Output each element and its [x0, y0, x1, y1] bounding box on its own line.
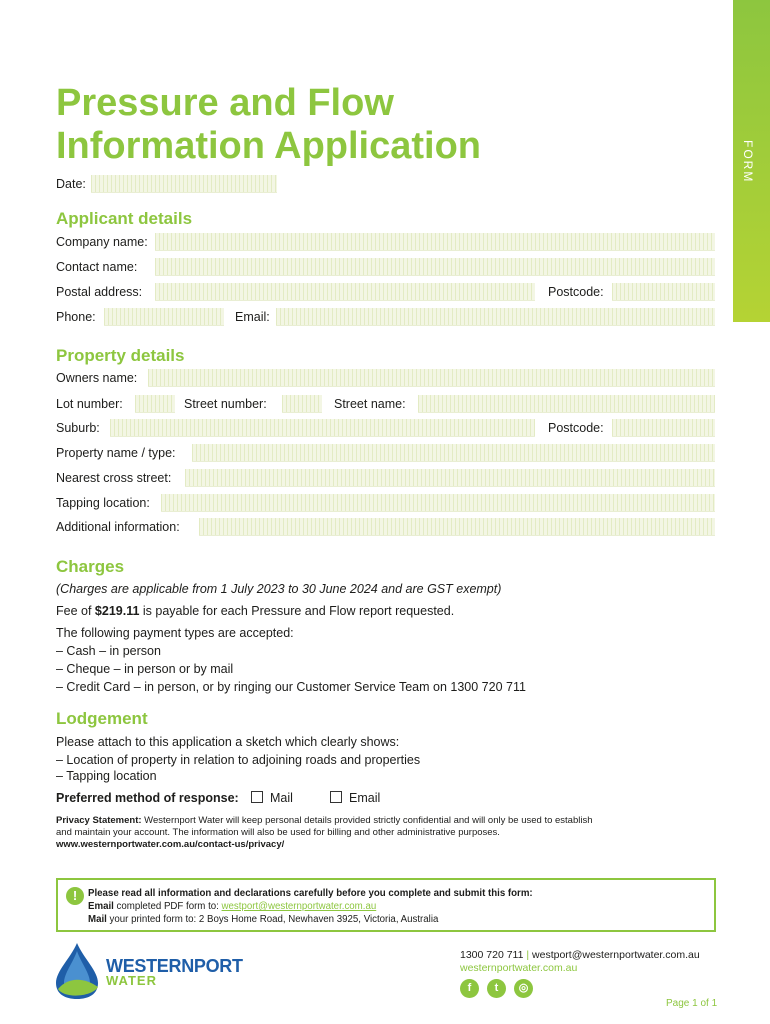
- street-name-label: Street name:: [334, 397, 406, 411]
- privacy-statement: Privacy Statement: Westernport Water will keep personal details provided strictly confidential and will only be used to establish and maintain your account. The information will also be used for billing and other administrative purposes. www.westernportwater.com.au/contact-us/privacy/: [56, 815, 593, 850]
- property-type-field[interactable]: [192, 444, 715, 462]
- email-option[interactable]: Email: [330, 789, 380, 807]
- property-heading: Property details: [56, 346, 185, 365]
- page-number: Page 1 of 1: [666, 998, 718, 1009]
- twitter-icon[interactable]: t: [487, 979, 506, 998]
- form-side-tab: [733, 0, 770, 322]
- phone-label: Phone:: [56, 310, 96, 324]
- cross-street-field[interactable]: [185, 469, 715, 487]
- instagram-icon[interactable]: ◎: [514, 979, 533, 998]
- phone-field[interactable]: [104, 308, 224, 326]
- street-name-field[interactable]: [418, 395, 715, 413]
- contact-field[interactable]: [155, 258, 715, 276]
- lodgement-item: – Tapping location: [56, 769, 157, 783]
- street-number-label: Street number:: [184, 397, 267, 411]
- lodgement-intro: Please attach to this application a sketch which clearly shows:: [56, 735, 400, 749]
- date-field[interactable]: [91, 175, 277, 193]
- tapping-field[interactable]: [161, 494, 715, 512]
- footer-contact: 1300 720 711 | westport@westernportwater.com.au: [460, 949, 700, 961]
- postal-field[interactable]: [155, 283, 535, 301]
- property-postcode-field[interactable]: [612, 419, 715, 437]
- applicant-heading: Applicant details: [56, 209, 193, 228]
- mail-option[interactable]: Mail: [251, 789, 293, 807]
- charges-note: (Charges are applicable from 1 July 2023 to 30 June 2024 and are GST exempt): [56, 582, 502, 596]
- footer-phone[interactable]: 1300 720 711: [460, 949, 524, 961]
- tapping-label: Tapping location:: [56, 496, 150, 510]
- lodgement-item: – Location of property in relation to adjoining roads and properties: [56, 753, 421, 767]
- property-type-label: Property name / type:: [56, 446, 176, 460]
- applicant-postcode-label: Postcode:: [548, 285, 604, 299]
- lot-field[interactable]: [135, 395, 175, 413]
- footer-email[interactable]: westport@westernportwater.com.au: [532, 949, 700, 961]
- applicant-postcode-field[interactable]: [612, 283, 715, 301]
- owners-field[interactable]: [148, 369, 715, 387]
- lodgement-heading: Lodgement: [56, 709, 148, 728]
- additional-field[interactable]: [199, 518, 715, 536]
- email-checkbox[interactable]: [330, 791, 342, 803]
- street-number-field[interactable]: [282, 395, 322, 413]
- email-field[interactable]: [276, 308, 715, 326]
- logo-subtitle: WATER: [106, 973, 157, 988]
- water-drop-logo-icon: [52, 941, 102, 1001]
- facebook-icon[interactable]: f: [460, 979, 479, 998]
- notice-title: Please read all information and declarations carefully before you complete and submit this form:: [88, 888, 533, 899]
- suburb-label: Suburb:: [56, 421, 100, 435]
- side-tab-label: FORM: [741, 140, 755, 184]
- contact-label: Contact name:: [56, 260, 138, 274]
- payment-item: – Credit Card – in person, or by ringing our Customer Service Team on 1300 720 711: [56, 680, 526, 694]
- payment-item: – Cash – in person: [56, 644, 161, 658]
- lot-label: Lot number:: [56, 397, 123, 411]
- response-method-label: Preferred method of response:: [56, 791, 239, 805]
- payment-intro: The following payment types are accepted:: [56, 626, 294, 640]
- submission-email-link[interactable]: westport@westernportwater.com.au: [221, 901, 377, 912]
- charges-heading: Charges: [56, 557, 125, 576]
- page-title: Pressure and Flow Information Application: [56, 82, 482, 167]
- owners-label: Owners name:: [56, 371, 138, 385]
- fee-text: Fee of $219.11 is payable for each Pressure and Flow report requested.: [56, 604, 455, 618]
- fee-amount: $219.11: [94, 604, 140, 618]
- mail-checkbox[interactable]: [251, 791, 263, 803]
- submission-notice: ! Please read all information and declarations carefully before you complete and submit this form: Email completed PDF form to: westport@westernportwater.com.au Mail your printed form to: 2 Boys Home Road, Newhaven 3925, Victoria, Australia: [56, 878, 716, 932]
- company-field[interactable]: [155, 233, 715, 251]
- company-label: Company name:: [56, 235, 148, 249]
- cross-street-label: Nearest cross street:: [56, 471, 172, 485]
- footer-website[interactable]: westernportwater.com.au: [460, 962, 578, 974]
- property-postcode-label: Postcode:: [548, 421, 604, 435]
- postal-label: Postal address:: [56, 285, 143, 299]
- email-label: Email:: [235, 310, 270, 324]
- additional-label: Additional information:: [56, 520, 180, 534]
- privacy-url[interactable]: www.westernportwater.com.au/contact-us/privacy/: [56, 839, 285, 850]
- suburb-field[interactable]: [110, 419, 535, 437]
- payment-item: – Cheque – in person or by mail: [56, 662, 234, 676]
- exclamation-icon: !: [66, 887, 84, 905]
- logo-wordmark: WESTERNPORT: [106, 956, 243, 976]
- date-label: Date:: [56, 177, 86, 191]
